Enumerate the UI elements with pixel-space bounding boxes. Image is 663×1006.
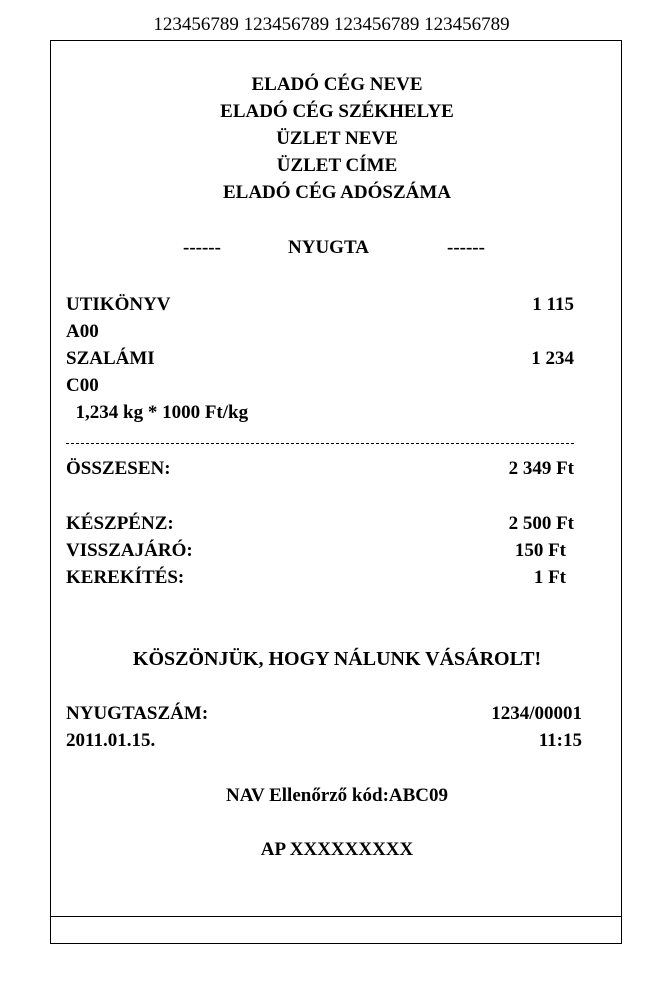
- receipt: [50, 40, 622, 944]
- seller-company-seat: ELADÓ CÉG SZÉKHELYE: [220, 101, 454, 122]
- receipt-number-value: 1234/00001: [491, 703, 582, 724]
- dashed-separator: [66, 443, 574, 444]
- item-code-row: [66, 318, 574, 345]
- title-left-dashes: ------: [183, 237, 221, 258]
- ap-code: AP XXXXXXXXX: [260, 839, 414, 860]
- nav-verification-code: NAV Ellenőrző kód:ABC09: [225, 785, 449, 806]
- item-code: C00: [66, 375, 99, 396]
- total-label: ÖSSZESEN:: [66, 458, 171, 479]
- receipt-time: 11:15: [538, 730, 582, 751]
- change-row: [66, 537, 574, 564]
- seller-company-name: ELADÓ CÉG NEVE: [251, 74, 423, 95]
- seller-tax-number: ELADÓ CÉG ADÓSZÁMA: [222, 182, 452, 203]
- rounding-value: 1 Ft: [533, 567, 566, 588]
- cash-label: KÉSZPÉNZ:: [66, 513, 174, 534]
- title-right-dashes: ------: [447, 237, 485, 258]
- total-row: [66, 455, 574, 482]
- change-value: 150 Ft: [514, 540, 566, 561]
- bottom-divider: [51, 916, 621, 917]
- list-item: [66, 291, 574, 318]
- receipt-date: 2011.01.15.: [66, 730, 156, 751]
- title-text: NYUGTA: [288, 237, 369, 258]
- receipt-number-row: [66, 700, 582, 727]
- item-price: 1 234: [531, 348, 574, 369]
- shop-name: ÜZLET NEVE: [276, 128, 398, 149]
- item-detail-row: [66, 399, 574, 426]
- thank-you-message: KÖSZÖNJÜK, HOGY NÁLUNK VÁSÁROLT!: [132, 648, 542, 670]
- cash-row: [66, 510, 574, 537]
- total-value: 2 349 Ft: [508, 458, 574, 479]
- shop-address: ÜZLET CÍME: [276, 155, 398, 176]
- list-item: [66, 345, 574, 372]
- change-label: VISSZAJÁRÓ:: [66, 540, 193, 561]
- character-ruler: 123456789 123456789 123456789 123456789: [153, 14, 510, 35]
- item-price: 1 115: [532, 294, 574, 315]
- datetime-row: [66, 727, 582, 754]
- rounding-label: KEREKÍTÉS:: [66, 567, 185, 588]
- receipt-number-label: NYUGTASZÁM:: [66, 703, 209, 724]
- item-code: A00: [66, 321, 99, 342]
- rounding-row: [66, 564, 574, 591]
- item-detail: 1,234 kg * 1000 Ft/kg: [66, 402, 249, 423]
- cash-value: 2 500 Ft: [508, 513, 574, 534]
- item-name: SZALÁMI: [66, 348, 155, 369]
- item-code-row: [66, 372, 574, 399]
- item-name: UTIKÖNYV: [66, 294, 171, 315]
